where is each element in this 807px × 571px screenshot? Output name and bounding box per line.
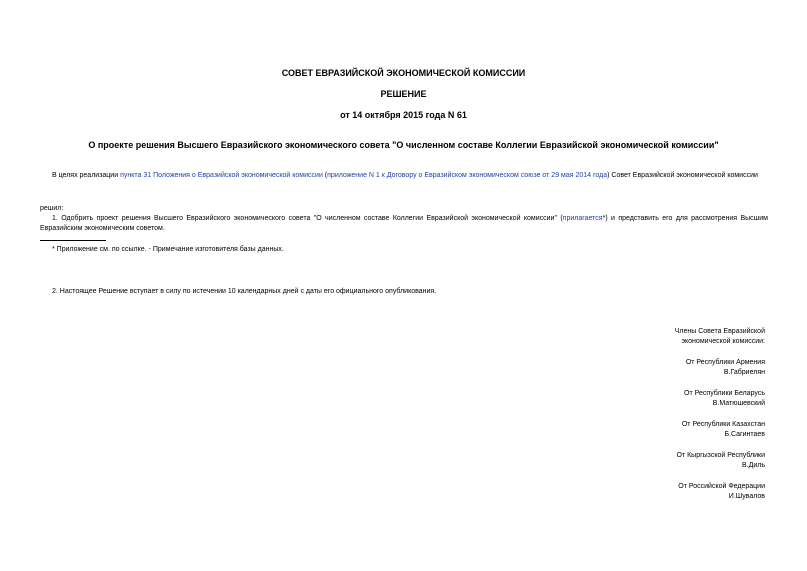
item-1-text-1: 1. Одобрить проект решения Высшего Евразийского экономического совета "О численном составе Коллегии Евразийской экономической комиссии" ( bbox=[52, 215, 563, 222]
link-attached[interactable]: прилагается bbox=[562, 215, 603, 222]
preamble-paragraph bbox=[40, 171, 768, 181]
footnote-divider bbox=[40, 240, 106, 241]
preamble-text-2: ( bbox=[322, 172, 328, 179]
preamble-text-1: В целях реализации bbox=[52, 172, 121, 179]
document-type: РЕШЕНИЕ bbox=[380, 89, 427, 99]
signatory-block bbox=[686, 358, 765, 378]
signatory-block bbox=[682, 420, 765, 440]
signatory-block bbox=[678, 482, 765, 502]
signatory-country: От Республики Армения bbox=[685, 359, 765, 366]
decided-label: решил: bbox=[40, 205, 64, 212]
signatories-heading-line-1: Члены Совета Евразийской bbox=[674, 328, 765, 335]
signatory-block bbox=[677, 451, 766, 471]
item-1-paragraph bbox=[40, 214, 768, 234]
signatory-block bbox=[684, 389, 765, 409]
organization-title: СОВЕТ ЕВРАЗИЙСКОЙ ЭКОНОМИЧЕСКОЙ КОМИССИИ bbox=[281, 68, 526, 78]
document-date-number: от 14 октября 2015 года N 61 bbox=[340, 110, 467, 120]
document-subject: О проекте решения Высшего Евразийского экономического совета "О численном составе Коллегии Евразийской экономической комиссии" bbox=[88, 140, 719, 150]
item-2-paragraph: 2. Настоящее Решение вступает в силу по истечении 10 календарных дней с даты его официального опубликования. bbox=[52, 288, 437, 295]
link-clause-31[interactable]: пункта 31 Положения о Евразийской экономической комиссии bbox=[120, 172, 323, 179]
signatory-name: В.Габриелян bbox=[723, 369, 765, 376]
signatory-country: От Республики Казахстан bbox=[681, 421, 765, 428]
signatory-country: От Российской Федерации bbox=[678, 483, 765, 490]
signatory-name: В.Матюшевский bbox=[712, 400, 765, 407]
signatory-country: От Республики Беларусь bbox=[684, 390, 765, 397]
link-annex-1-treaty[interactable]: приложение N 1 к Договору о Евразийском экономическом союзе от 29 мая 2014 года bbox=[327, 172, 608, 179]
signatories-heading bbox=[675, 327, 765, 347]
footnote: * Приложение см. по ссылке. - Примечание изготовителя базы данных. bbox=[52, 246, 284, 253]
signatory-name: И.Шувалов bbox=[728, 493, 765, 500]
signatories-heading-line-2: экономической комиссии: bbox=[681, 338, 765, 345]
signatory-name: В.Диль bbox=[742, 462, 765, 469]
signatory-country: От Кыргызской Республики bbox=[676, 452, 765, 459]
signatory-name: Б.Сагинтаев bbox=[724, 431, 765, 438]
item-1-text-2: *) и представить его для рассмотрения Высшим Евразийским экономическим советом. bbox=[40, 215, 768, 232]
preamble-text-3: ) Совет Евразийской экономической комиссии bbox=[607, 172, 758, 179]
